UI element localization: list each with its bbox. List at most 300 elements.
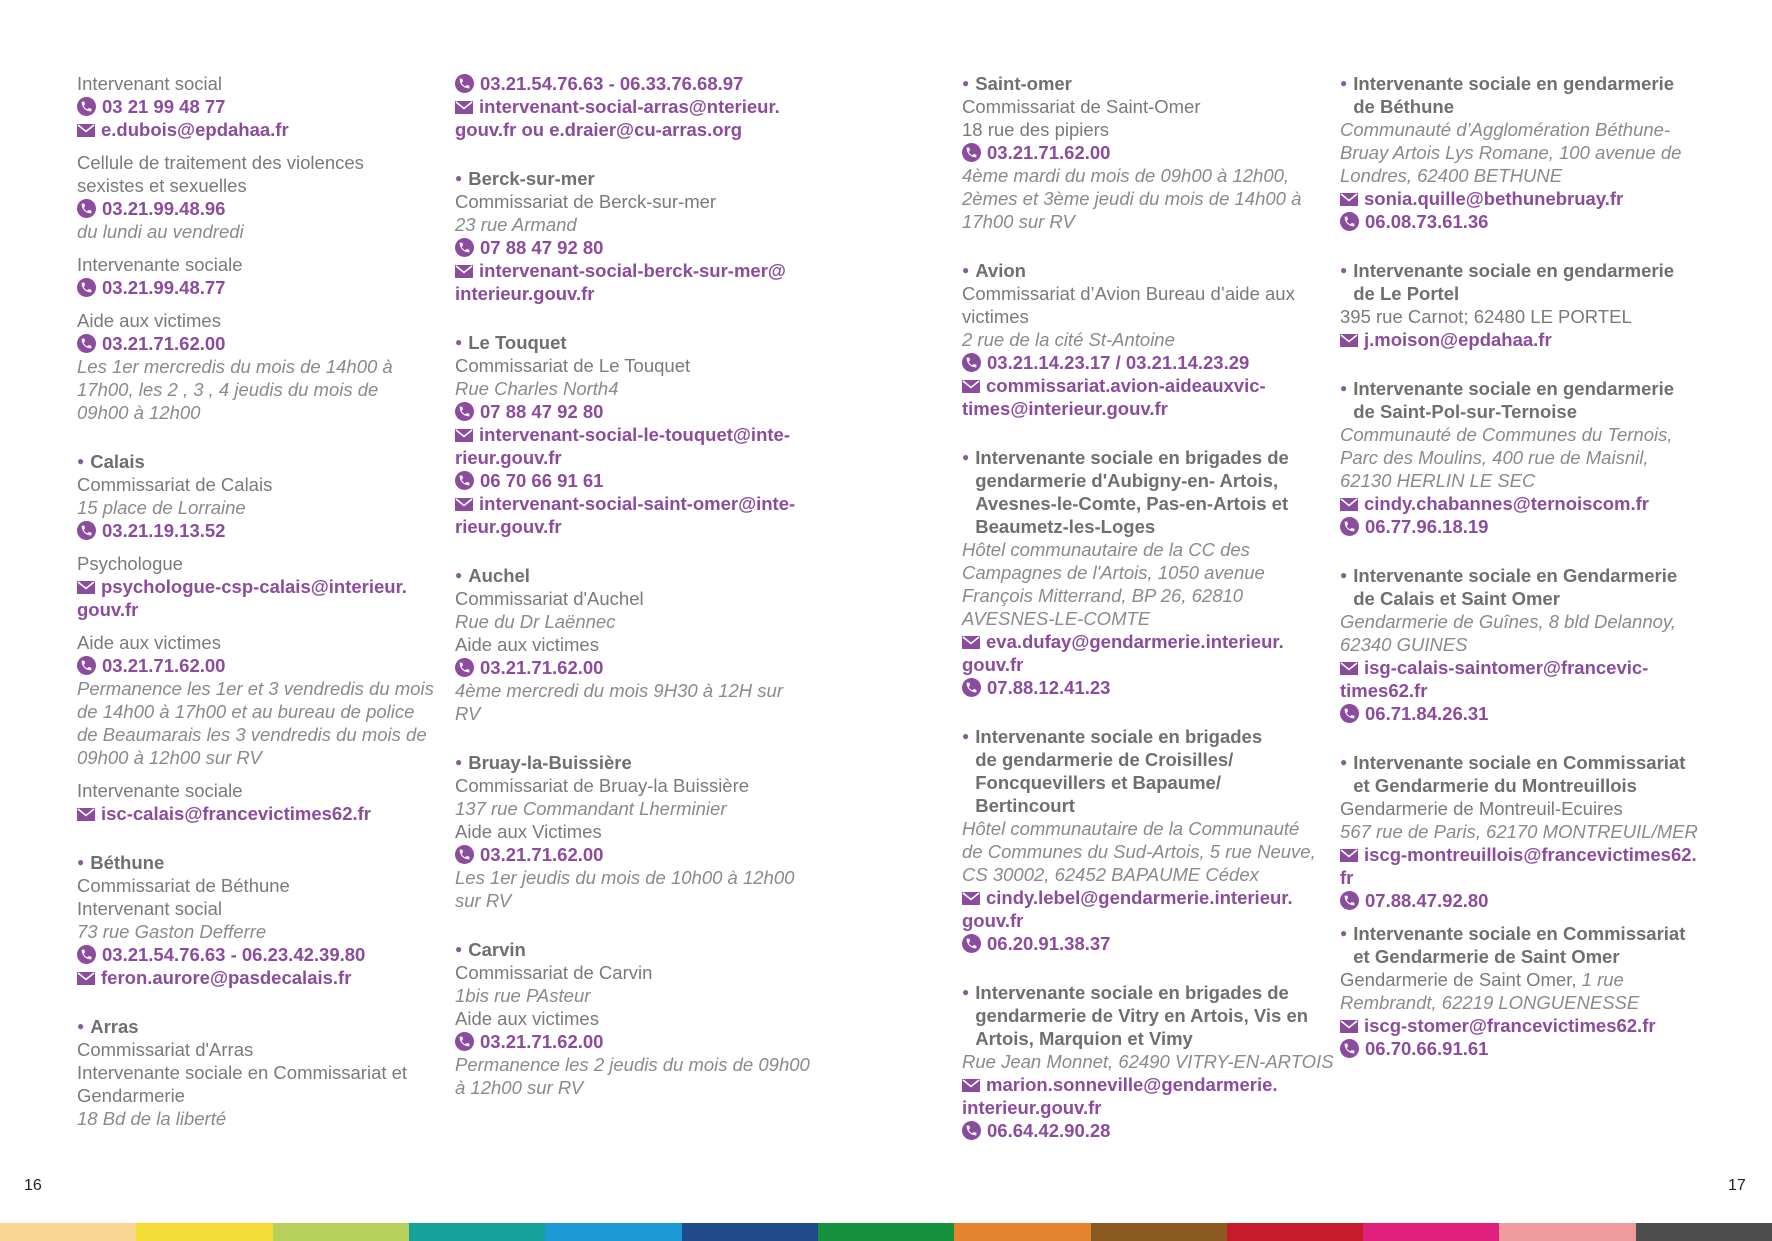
bullet-icon: ●: [455, 335, 463, 349]
phone-line[interactable]: [1340, 515, 1700, 538]
phone-number[interactable]: 03.21.19.13.52: [102, 520, 226, 541]
phone-icon: [77, 199, 96, 218]
email-line[interactable]: [1340, 843, 1700, 866]
phone-number[interactable]: 03.21.71.62.00: [102, 655, 226, 676]
heading-text: Berck-sur-mer: [468, 168, 595, 189]
detail-text: Permanence les 2 jeudis du mois de 09h00: [455, 1054, 810, 1075]
section-heading-cont: [962, 794, 1322, 817]
detail-text: du lundi au vendredi: [77, 221, 244, 242]
heading-text: Saint-omer: [975, 73, 1072, 94]
email-address[interactable]: marion.sonneville@gendarmerie.: [986, 1074, 1278, 1095]
email-line[interactable]: [77, 966, 437, 989]
email-line[interactable]: [962, 886, 1322, 909]
contact-block: [1340, 751, 1700, 912]
contact-block: [455, 331, 830, 538]
phone-icon: [1340, 891, 1359, 910]
section-heading-cont: [962, 492, 1322, 515]
heading-text: Intervenante sociale en Gendarmerie: [1353, 565, 1678, 586]
heading-text: de Saint-Pol-sur-Ternoise: [1353, 401, 1577, 422]
phone-number[interactable]: 06.08.73.61.36: [1365, 211, 1489, 232]
heading-text: Intervenante sociale en Commissariat: [1353, 752, 1686, 773]
mail-icon: [962, 1079, 980, 1092]
detail-text: Communauté de Communes du Ternois,: [1340, 424, 1673, 445]
detail-text: 567 rue de Paris, 62170 MONTREUIL/MER: [1340, 821, 1698, 842]
heading-text: Intervenante sociale en gendarmerie: [1353, 378, 1675, 399]
phone-icon: [77, 97, 96, 116]
phone-number[interactable]: 07.88.47.92.80: [1365, 890, 1489, 911]
mail-icon: [455, 429, 473, 442]
email-line[interactable]: [455, 423, 830, 446]
email-address-cont[interactable]: gouv.fr: [962, 910, 1024, 931]
phone-number[interactable]: 07 88 47 92 80: [480, 401, 604, 422]
heading-text: Arras: [90, 1016, 139, 1037]
email-line[interactable]: [77, 118, 437, 141]
email-address[interactable]: iscg-stomer@francevictimes62.fr: [1364, 1015, 1656, 1036]
heading-text: gendarmerie de Vitry en Artois, Vis en: [975, 1005, 1309, 1026]
body-text: Aide aux victimes: [455, 634, 599, 655]
phone-line[interactable]: [962, 932, 1322, 955]
bullet-icon: ●: [1340, 76, 1348, 90]
contact-block: [962, 981, 1334, 1142]
heading-text: de Béthune: [1353, 96, 1454, 117]
section-heading: [1340, 259, 1700, 282]
phone-icon: [455, 845, 474, 864]
phone-line[interactable]: [455, 843, 830, 866]
email-line[interactable]: [455, 259, 830, 282]
email-address-cont[interactable]: fr: [1340, 867, 1354, 888]
phone-icon: [77, 945, 96, 964]
phone-line[interactable]: [455, 236, 830, 259]
body-text: Commissariat d'Auchel: [455, 588, 644, 609]
body-text: Intervenante sociale: [77, 780, 243, 801]
email-line[interactable]: [962, 374, 1322, 397]
bullet-icon: ●: [962, 450, 970, 464]
contact-block: [77, 851, 437, 989]
section-heading: [962, 446, 1322, 469]
contact-block: [77, 552, 437, 621]
email-line[interactable]: [962, 630, 1322, 653]
phone-line[interactable]: [77, 332, 437, 355]
phone-icon: [962, 143, 981, 162]
mail-icon: [962, 892, 980, 905]
bullet-icon: ●: [1340, 568, 1348, 582]
phone-icon: [455, 658, 474, 677]
body-text: Intervenante sociale: [77, 254, 243, 275]
body-text: Commissariat de Carvin: [455, 962, 653, 983]
section-heading: [962, 725, 1322, 748]
email-address[interactable]: intervenant-social-saint-omer@inte-: [479, 493, 796, 514]
email-line[interactable]: [1340, 656, 1700, 679]
email-address-cont[interactable]: interieur.gouv.fr: [455, 283, 595, 304]
email-address-cont[interactable]: times62.fr: [1340, 680, 1428, 701]
detail-text: 62340 GUINES: [1340, 634, 1468, 655]
contact-block: [77, 151, 437, 243]
section-heading: [455, 331, 830, 354]
section-heading: [455, 938, 830, 961]
contact-block: [77, 779, 437, 825]
email-address[interactable]: iscg-montreuillois@francevictimes62.: [1364, 844, 1697, 865]
detail-text: à 12h00 sur RV: [455, 1077, 584, 1098]
detail-text: 17h00 sur RV: [962, 211, 1075, 232]
phone-line[interactable]: [455, 656, 830, 679]
contact-block: [962, 259, 1322, 420]
section-heading: [1340, 922, 1700, 945]
contact-block: [455, 72, 830, 141]
email-address-cont[interactable]: gouv.fr: [77, 599, 139, 620]
phone-line[interactable]: [1340, 210, 1700, 233]
section-heading-cont: [1340, 400, 1700, 423]
email-address[interactable]: feron.aurore@pasdecalais.fr: [101, 967, 352, 988]
section-heading-cont: [1340, 774, 1700, 797]
detail-text: Les 1er jeudis du mois de 10h00 à 12h00: [455, 867, 795, 888]
email-address-cont[interactable]: times@interieur.gouv.fr: [962, 398, 1168, 419]
detail-text: François Mitterrand, BP 26, 62810: [962, 585, 1244, 606]
email-address[interactable]: cindy.chabannes@ternoiscom.fr: [1364, 493, 1649, 514]
contact-block: [77, 309, 437, 424]
body-text: Commissariat de Béthune: [77, 875, 290, 896]
body-text: sexistes et sexuelles: [77, 175, 247, 196]
section-heading-cont: [962, 771, 1322, 794]
mail-icon: [1340, 498, 1358, 511]
bullet-icon: ●: [455, 568, 463, 582]
detail-text: Parc des Moulins, 400 rue de Maisnil,: [1340, 447, 1649, 468]
body-text: Aide aux victimes: [77, 632, 221, 653]
email-line[interactable]: [455, 492, 830, 515]
detail-text: Rue Jean Monnet, 62490 VITRY-EN-ARTOIS: [962, 1051, 1334, 1072]
heading-text: Foncquevillers et Bapaume/: [975, 772, 1221, 793]
color-bar-segment: [818, 1223, 954, 1241]
column-3: [962, 72, 1334, 1152]
section-heading: [962, 259, 1322, 282]
color-bar-segment: [0, 1223, 136, 1241]
heading-text: Béthune: [90, 852, 165, 873]
detail-text: 62130 HERLIN LE SEC: [1340, 470, 1536, 491]
detail-text: Rue du Dr Laënnec: [455, 611, 616, 632]
detail-text: Communauté d’Agglomération Béthune-: [1340, 119, 1671, 140]
color-bar-segment: [1499, 1223, 1635, 1241]
email-address[interactable]: intervenant-social-arras@nterieur.: [479, 96, 780, 117]
body-text: Intervenante sociale en Commissariat et: [77, 1062, 408, 1083]
email-line[interactable]: [455, 95, 830, 118]
bullet-icon: ●: [77, 454, 85, 468]
mail-icon: [77, 808, 95, 821]
contact-block: [77, 253, 437, 299]
bullet-icon: ●: [962, 76, 970, 90]
heading-text: Avesnes-le-Comte, Pas-en-Artois et: [975, 493, 1289, 514]
phone-icon: [1340, 517, 1359, 536]
phone-line[interactable]: [455, 1030, 830, 1053]
contact-block: [455, 564, 830, 725]
body-text: victimes: [962, 306, 1029, 327]
contact-block: [1340, 922, 1700, 1060]
email-line[interactable]: [1340, 1014, 1700, 1037]
section-heading-cont: [1340, 282, 1700, 305]
mail-icon: [962, 636, 980, 649]
detail-text: de Communes du Sud-Artois, 5 rue Neuve,: [962, 841, 1316, 862]
heading-text: Avion: [975, 260, 1026, 281]
mail-icon: [1340, 334, 1358, 347]
phone-line[interactable]: [77, 276, 437, 299]
phone-number[interactable]: 06 70 66 91 61: [480, 470, 604, 491]
column-2: [455, 72, 830, 1109]
mail-icon: [1340, 1020, 1358, 1033]
bullet-icon: ●: [1340, 381, 1348, 395]
contact-block: [962, 446, 1322, 699]
detail-text: Londres, 62400 BETHUNE: [1340, 165, 1563, 186]
email-line[interactable]: [1340, 492, 1700, 515]
phone-number[interactable]: 03.21.71.62.00: [480, 844, 604, 865]
phone-icon: [962, 678, 981, 697]
phone-line[interactable]: [77, 654, 437, 677]
detail-text: 73 rue Gaston Defferre: [77, 921, 267, 942]
bullet-icon: ●: [77, 855, 85, 869]
detail-text: 4ème mercredi du mois 9H30 à 12H sur: [455, 680, 784, 701]
email-line[interactable]: [1340, 328, 1700, 351]
contact-block: [1340, 259, 1700, 351]
section-heading: [455, 564, 830, 587]
email-address[interactable]: j.moison@epdahaa.fr: [1364, 329, 1552, 350]
bullet-icon: ●: [455, 755, 463, 769]
phone-line[interactable]: [455, 400, 830, 423]
detail-text: Rue Charles North4: [455, 378, 619, 399]
phone-number[interactable]: 03.21.71.62.00: [480, 657, 604, 678]
heading-text: Calais: [90, 451, 145, 472]
color-bar-segment: [1091, 1223, 1227, 1241]
phone-line[interactable]: [77, 95, 437, 118]
contact-block: [77, 631, 437, 769]
contact-block: [455, 938, 830, 1099]
phone-number[interactable]: 03.21.54.76.63 - 06.23.42.39.80: [102, 944, 366, 965]
detail-text: 23 rue Armand: [455, 214, 577, 235]
mail-icon: [455, 498, 473, 511]
heading-text: Carvin: [468, 939, 526, 960]
phone-icon: [455, 402, 474, 421]
heading-text: Le Touquet: [468, 332, 567, 353]
contact-block: [455, 167, 830, 305]
bullet-icon: ●: [962, 985, 970, 999]
heading-text: Intervenante sociale en gendarmerie: [1353, 73, 1675, 94]
contact-block: [1340, 377, 1700, 538]
phone-icon: [77, 521, 96, 540]
address-text-italic: 1 rue: [1581, 969, 1624, 990]
detail-text: Les 1er mercredis du mois de 14h00 à: [77, 356, 393, 377]
phone-number[interactable]: 06.70.66.91.61: [1365, 1038, 1489, 1059]
phone-icon: [455, 1032, 474, 1051]
phone-number[interactable]: 03 21 99 48 77: [102, 96, 226, 117]
email-line[interactable]: [77, 802, 437, 825]
phone-icon: [77, 656, 96, 675]
bullet-icon: ●: [962, 263, 970, 277]
detail-text: de Beaumarais les 3 vendredis du mois de: [77, 724, 427, 745]
phone-number[interactable]: 03.21.99.48.96: [102, 198, 226, 219]
phone-line[interactable]: [962, 1119, 1322, 1142]
detail-text: Rembrandt, 62219 LONGUENESSE: [1340, 992, 1640, 1013]
column-4: [1340, 72, 1700, 1070]
email-address[interactable]: intervenant-social-berck-sur-mer@: [479, 260, 786, 281]
heading-text: Artois, Marquion et Vimy: [975, 1028, 1193, 1049]
detail-text: Bruay Artois Lys Romane, 100 avenue de: [1340, 142, 1682, 163]
email-address-cont[interactable]: rieur.gouv.fr: [455, 516, 562, 537]
phone-line[interactable]: [1340, 702, 1700, 725]
phone-icon: [1340, 704, 1359, 723]
email-address-cont[interactable]: gouv.fr: [962, 654, 1024, 675]
heading-text: Beaumetz-les-Loges: [975, 516, 1156, 537]
email-address[interactable]: isc-calais@francevictimes62.fr: [101, 803, 372, 824]
color-bar-segment: [409, 1223, 545, 1241]
detail-text: AVESNES-LE-COMTE: [962, 608, 1151, 629]
phone-number[interactable]: 03.21.71.62.00: [480, 1031, 604, 1052]
contact-block: [1340, 72, 1700, 233]
heading-text: Bertincourt: [975, 795, 1075, 816]
mail-icon: [1340, 849, 1358, 862]
body-text: Commissariat de Berck-sur-mer: [455, 191, 717, 212]
section-heading-cont: [962, 1004, 1322, 1027]
email-line[interactable]: [962, 1073, 1322, 1096]
body-text: Commissariat de Le Touquet: [455, 355, 691, 376]
body-text: 18 rue des pipiers: [962, 119, 1110, 140]
email-address-cont[interactable]: rieur.gouv.fr: [455, 447, 562, 468]
section-heading: [455, 167, 830, 190]
phone-icon: [455, 238, 474, 257]
phone-line[interactable]: [77, 943, 437, 966]
phone-number[interactable]: 06.71.84.26.31: [1365, 703, 1489, 724]
bullet-icon: ●: [962, 729, 970, 743]
phone-icon: [455, 471, 474, 490]
phone-line[interactable]: [1340, 1037, 1700, 1060]
phone-number[interactable]: 06.64.42.90.28: [987, 1120, 1111, 1141]
contact-block: [1340, 564, 1700, 725]
body-text: Gendarmerie de Montreuil-Ecuires: [1340, 798, 1623, 819]
section-heading: [962, 981, 1322, 1004]
detail-text: de 14h00 à 17h00 et au bureau de police: [77, 701, 415, 722]
email-address[interactable]: psychologue-csp-calais@interieur.: [101, 576, 407, 597]
email-address-cont[interactable]: gouv.fr ou e.draier@cu-arras.org: [455, 119, 743, 140]
phone-line[interactable]: [962, 676, 1322, 699]
mail-icon: [962, 380, 980, 393]
section-heading-cont: [962, 1027, 1322, 1050]
heading-text: Intervenante sociale en gendarmerie: [1353, 260, 1675, 281]
phone-number[interactable]: 06.20.91.38.37: [987, 933, 1111, 954]
phone-number[interactable]: 07 88 47 92 80: [480, 237, 604, 258]
phone-line[interactable]: [962, 351, 1322, 374]
phone-line[interactable]: [77, 519, 437, 542]
color-bar-segment: [1363, 1223, 1499, 1241]
body-text: Aide aux Victimes: [455, 821, 602, 842]
contact-block: [77, 1015, 437, 1130]
detail-text: RV: [455, 703, 481, 724]
bullet-icon: ●: [1340, 926, 1348, 940]
mail-icon: [1340, 662, 1358, 675]
detail-text: 17h00, les 2 , 3 , 4 jeudis du mois de: [77, 379, 379, 400]
heading-text: gendarmerie d'Aubigny-en- Artois,: [975, 470, 1279, 491]
color-bar-segment: [1636, 1223, 1772, 1241]
body-text: Psychologue: [77, 553, 183, 574]
phone-number[interactable]: 03.21.71.62.00: [987, 142, 1111, 163]
phone-number[interactable]: 03.21.71.62.00: [102, 333, 226, 354]
bullet-icon: ●: [455, 942, 463, 956]
section-heading: [455, 751, 830, 774]
contact-block: [455, 751, 830, 912]
heading-text: Bruay-la-Buissière: [468, 752, 632, 773]
body-text: Commissariat de Bruay-la Buissière: [455, 775, 750, 796]
heading-text: Intervenante sociale en brigades de: [975, 447, 1289, 468]
email-address-cont[interactable]: interieur.gouv.fr: [962, 1097, 1102, 1118]
heading-text: de Le Portel: [1353, 283, 1460, 304]
detail-text: 4ème mardi du mois de 09h00 à 12h00,: [962, 165, 1290, 186]
email-address[interactable]: sonia.quille@bethunebruay.fr: [1364, 188, 1624, 209]
section-heading: [1340, 751, 1700, 774]
body-text: Commissariat d’Avion Bureau d’aide aux: [962, 283, 1295, 304]
phone-line[interactable]: [962, 141, 1322, 164]
body-text: Aide aux victimes: [455, 1008, 599, 1029]
email-line[interactable]: [1340, 187, 1700, 210]
section-heading: [77, 450, 437, 473]
email-address[interactable]: e.dubois@epdahaa.fr: [101, 119, 289, 140]
detail-text: sur RV: [455, 890, 512, 911]
detail-text: Permanence les 1er et 3 vendredis du mois: [77, 678, 434, 699]
email-address[interactable]: intervenant-social-le-touquet@inte-: [479, 424, 790, 445]
phone-line[interactable]: [455, 72, 830, 95]
detail-text: 09h00 à 12h00 sur RV: [77, 747, 262, 768]
section-heading-cont: [962, 748, 1322, 771]
body-text: Commissariat de Calais: [77, 474, 273, 495]
heading-text: Intervenante sociale en Commissariat: [1353, 923, 1686, 944]
bullet-icon: ●: [455, 171, 463, 185]
color-bar-segment: [1227, 1223, 1363, 1241]
email-address[interactable]: cindy.lebel@gendarmerie.interieur.: [986, 887, 1293, 908]
mail-icon: [1340, 193, 1358, 206]
heading-text: de gendarmerie de Croisilles/: [975, 749, 1234, 770]
color-bar-segment: [136, 1223, 272, 1241]
heading-text: Intervenante sociale en brigades de: [975, 982, 1289, 1003]
section-heading: [1340, 72, 1700, 95]
body-text: 395 rue Carnot; 62480 LE PORTEL: [1340, 306, 1632, 327]
email-address[interactable]: commissariat.avion-aideauxvic-: [986, 375, 1266, 396]
phone-number[interactable]: 07.88.12.41.23: [987, 677, 1111, 698]
heading-text: Intervenante sociale en brigades: [975, 726, 1263, 747]
phone-number[interactable]: 06.77.96.18.19: [1365, 516, 1489, 537]
phone-line[interactable]: [455, 469, 830, 492]
email-line[interactable]: [77, 575, 437, 598]
page-number-left: 16: [24, 1177, 42, 1194]
body-text: Gendarmerie: [77, 1085, 185, 1106]
contact-block: [77, 72, 437, 141]
email-address[interactable]: isg-calais-saintomer@francevic-: [1364, 657, 1649, 678]
color-bar-segment: [545, 1223, 681, 1241]
detail-text: 18 Bd de la liberté: [77, 1108, 227, 1129]
detail-text: Hôtel communautaire de la Communauté: [962, 818, 1300, 839]
phone-number[interactable]: 03.21.99.48.77: [102, 277, 226, 298]
heading-text: et Gendarmerie de Saint Omer: [1353, 946, 1620, 967]
phone-line[interactable]: [77, 197, 437, 220]
detail-text: Campagnes de l'Artois, 1050 avenue: [962, 562, 1265, 583]
mail-icon: [77, 124, 95, 137]
phone-number[interactable]: 03.21.54.76.63 - 06.33.76.68.97: [480, 73, 744, 94]
bullet-icon: ●: [1340, 263, 1348, 277]
email-address[interactable]: eva.dufay@gendarmerie.interieur.: [986, 631, 1284, 652]
address-line: [1340, 968, 1700, 991]
page-number-right: 17: [1728, 1177, 1746, 1194]
detail-text: CS 30002, 62452 BAPAUME Cédex: [962, 864, 1259, 885]
phone-number[interactable]: 03.21.14.23.17 / 03.21.14.23.29: [987, 352, 1250, 373]
phone-line[interactable]: [1340, 889, 1700, 912]
phone-icon: [962, 934, 981, 953]
heading-text: Auchel: [468, 565, 530, 586]
detail-text: 15 place de Lorraine: [77, 497, 246, 518]
phone-icon: [1340, 212, 1359, 231]
color-bar-segment: [273, 1223, 409, 1241]
mail-icon: [455, 101, 473, 114]
